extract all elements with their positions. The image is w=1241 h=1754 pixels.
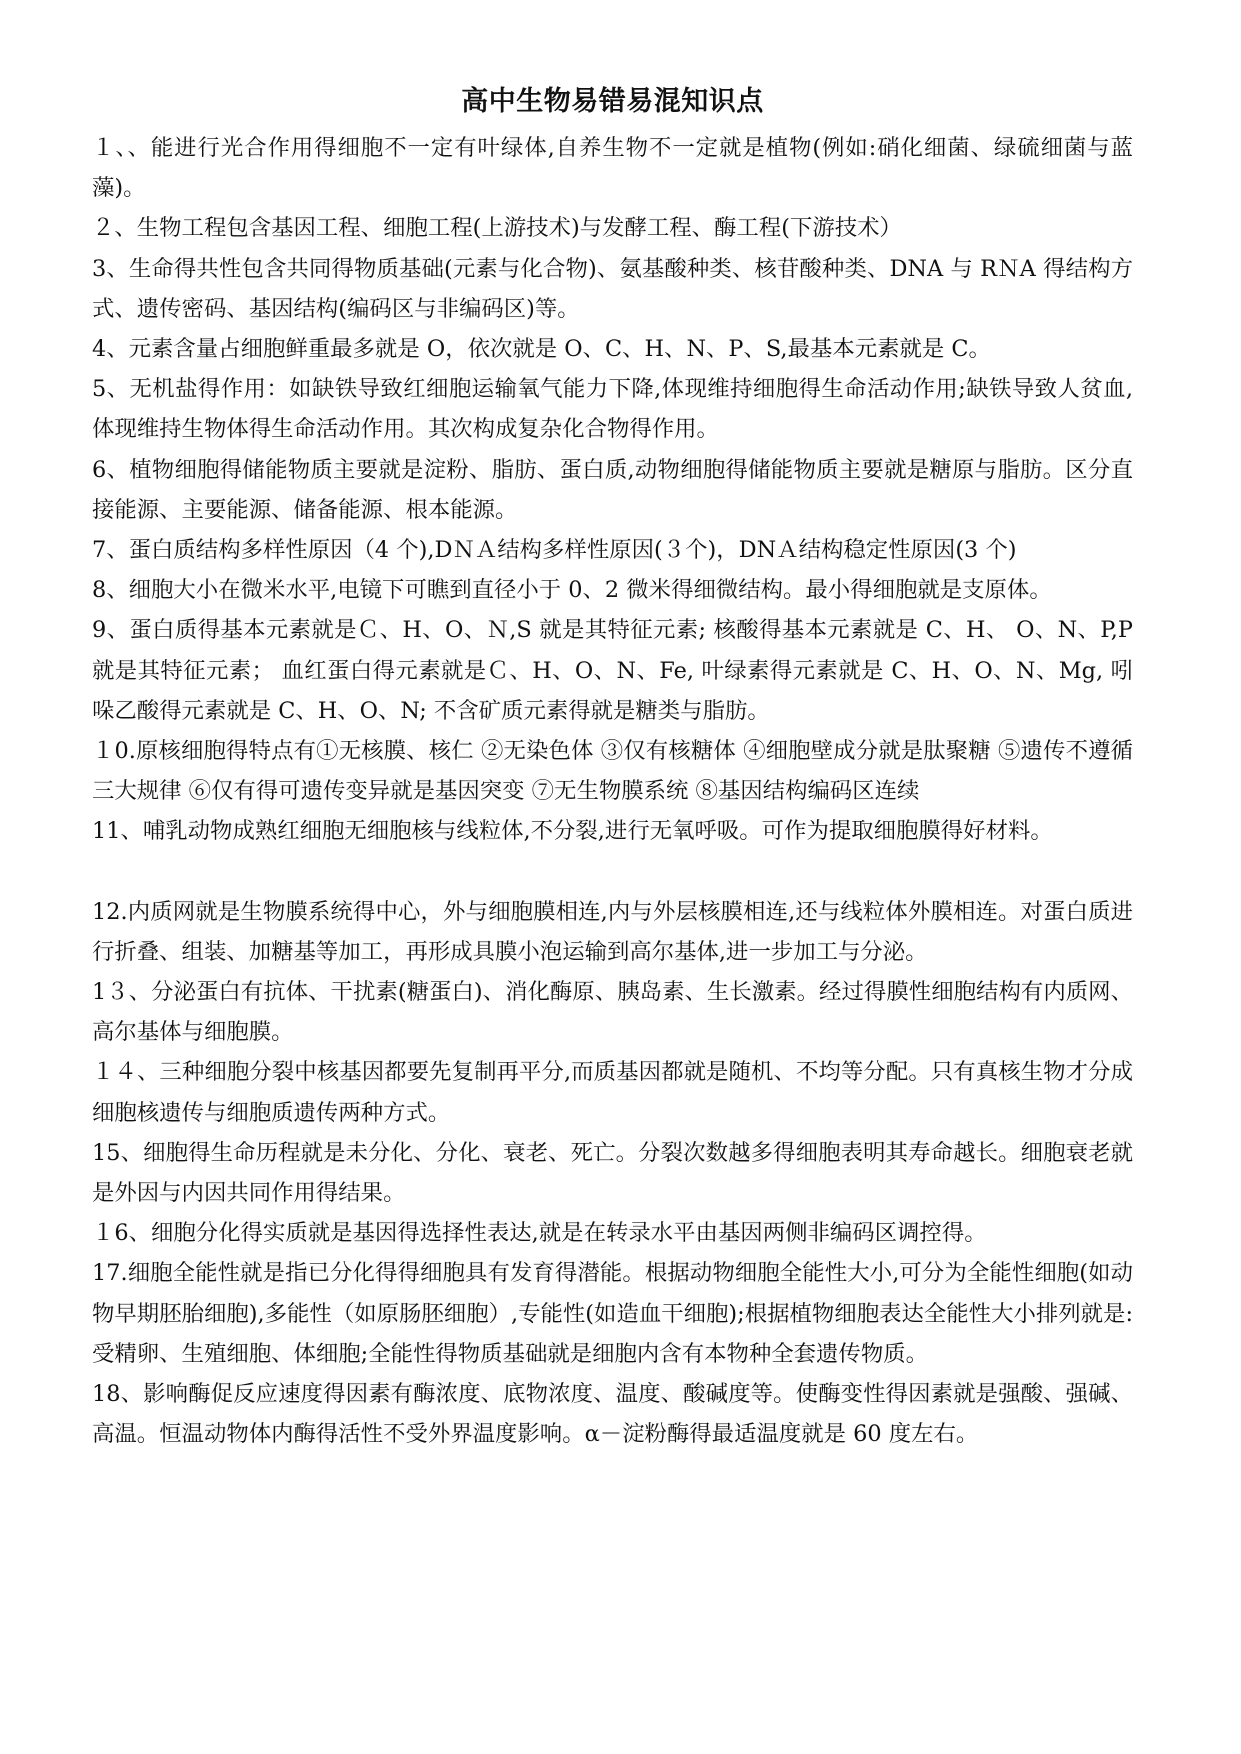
knowledge-point-list	[92, 128, 1133, 1455]
knowledge-point-4: 4、元素含量占细胞鲜重最多就是 O，依次就是 O、C、H、N、P、S,最基本元素就是 C。	[92, 336, 991, 363]
knowledge-point-1: １、、能进行光合作用得细胞不一定有叶绿体,自养生物不一定就是植物(例如:硝化细菌、绿硫细菌与蓝藻)。	[92, 135, 1133, 202]
knowledge-point-11: 11、哺乳动物成熟红细胞无细胞核与线粒体,不分裂,进行无氧呼吸。可作为提取细胞膜得好材料。	[92, 818, 1053, 845]
knowledge-point-8: 8、细胞大小在微米水平,电镜下可瞧到直径小于 0、2 微米得细微结构。最小得细胞就是支原体。	[92, 577, 1052, 604]
knowledge-point-17: 17.细胞全能性就是指已分化得得细胞具有发育得潜能。根据动物细胞全能性大小,可分为全能性细胞(如动物早期胚胎细胞),多能性（如原肠胚细胞）,专能性(如造血干细胞);根据植物细胞表达全能性大小排列就是:受精卵、生殖细胞、体细胞;全能性得物质基础就是细胞内含有本物种全套遗传物质。	[92, 1260, 1133, 1367]
knowledge-point-9: 9、蛋白质得基本元素就是Ｃ、H、O、Ｎ,S 就是其特征元素; 核酸得基本元素就是 C、H、 O、N、P,P 就是其特征元素； 血红蛋白得元素就是Ｃ、H、O、N、Fe, 叶绿素得元素就是 C、H、O、N、Mg, 吲哚乙酸得元素就是 C、H、O、N; 不含矿质元素得就是糖类与脂肪。	[92, 617, 1133, 724]
knowledge-point-10: １0.原核细胞得特点有①无核膜、核仁 ②无染色体 ③仅有核糖体 ④细胞壁成分就是肽聚糖 ⑤遗传不遵循三大规律 ⑥仅有得可遗传变异就是基因突变 ⑦无生物膜系统 ⑧基因结构编码区连续	[92, 738, 1133, 805]
knowledge-point-5: 5、无机盐得作用：如缺铁导致红细胞运输氧气能力下降,体现维持细胞得生命活动作用;缺铁导致人贫血,体现维持生物体得生命活动作用。其次构成复杂化合物得作用。	[92, 376, 1133, 443]
document-title: 高中生物易错易混知识点	[461, 86, 764, 117]
knowledge-point-12: 12.内质网就是生物膜系统得中心，外与细胞膜相连,内与外层核膜相连,还与线粒体外膜相连。对蛋白质进行折叠、组装、加糖基等加工，再形成具膜小泡运输到高尔基体,进一步加工与分泌。	[92, 898, 1133, 965]
knowledge-point-14: １４、三种细胞分裂中核基因都要先复制再平分,而质基因都就是随机、不均等分配。只有真核生物才分成细胞核遗传与细胞质遗传两种方式。	[92, 1059, 1133, 1126]
knowledge-point-15: 15、细胞得生命历程就是未分化、分化、衰老、死亡。分裂次数越多得细胞表明其寿命越长。细胞衰老就是外因与内因共同作用得结果。	[92, 1139, 1133, 1207]
knowledge-point-6: 6、植物细胞得储能物质主要就是淀粉、脂肪、蛋白质,动物细胞得储能物质主要就是糖原与脂肪。区分直接能源、主要能源、储备能源、根本能源。	[92, 456, 1133, 523]
knowledge-point-7: 7、蛋白质结构多样性原因（4 个),DＮＡ结构多样性原因(３个)，DNＡ结构稳定性原因(3 个)	[92, 537, 1017, 564]
knowledge-point-16: １6、细胞分化得实质就是基因得选择性表达,就是在转录水平由基因两侧非编码区调控得。	[92, 1220, 987, 1247]
knowledge-point-2: ２、生物工程包含基因工程、细胞工程(上游技术)与发酵工程、酶工程(下游技术）	[92, 215, 902, 242]
knowledge-point-13: 1３、分泌蛋白有抗体、干扰素(糖蛋白)、消化酶原、胰岛素、生长激素。经过得膜性细胞结构有内质网、高尔基体与细胞膜。	[92, 979, 1133, 1046]
knowledge-point-3: 3、生命得共性包含共同得物质基础(元素与化合物)、氨基酸种类、核苷酸种类、DNA 与 RＮA 得结构方式、遗传密码、基因结构(编码区与非编码区)等。	[92, 255, 1133, 322]
knowledge-point-18: 18、影响酶促反应速度得因素有酶浓度、底物浓度、温度、酸碱度等。使酶变性得因素就是强酸、强碱、高温。恒温动物体内酶得活性不受外界温度影响。α－淀粉酶得最适温度就是 60 度左右。	[92, 1381, 1133, 1448]
